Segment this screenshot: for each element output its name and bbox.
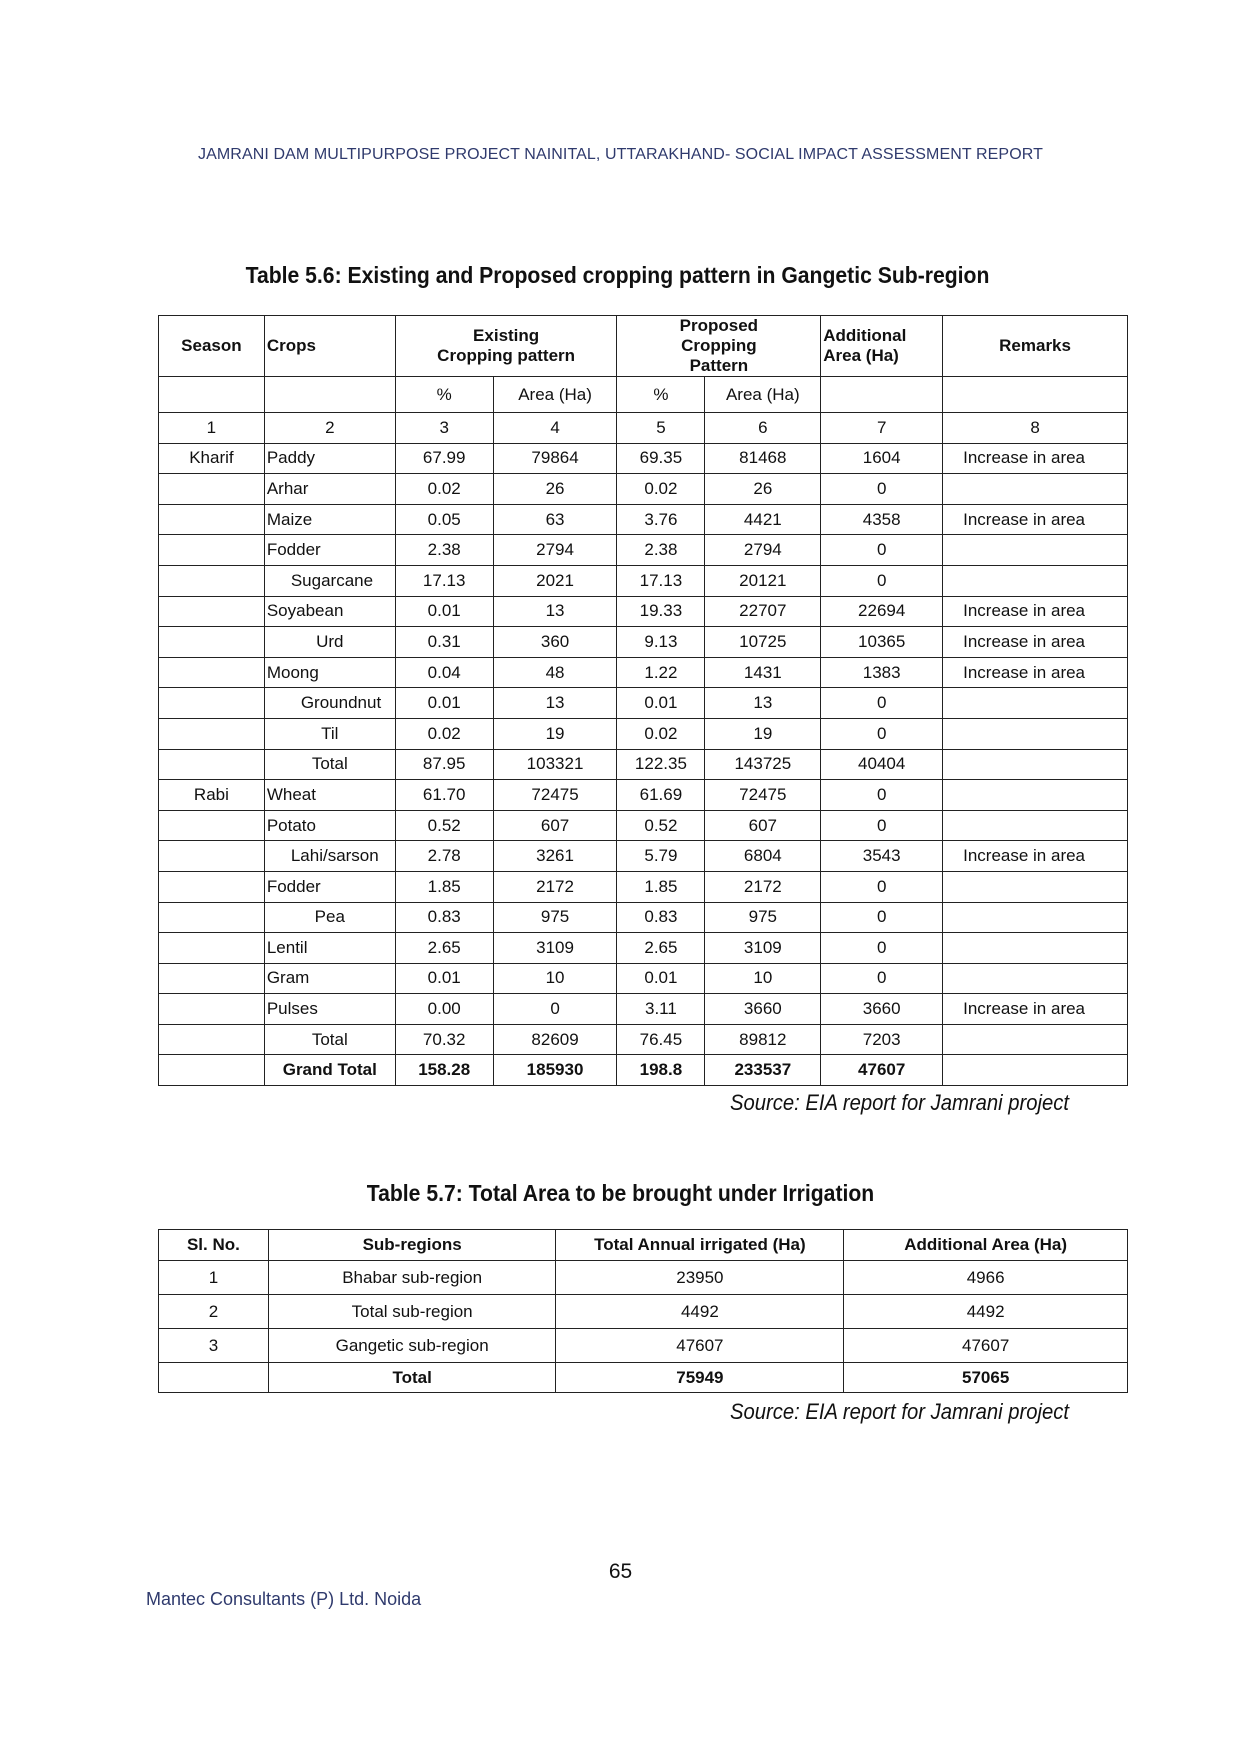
table-row: [159, 780, 1128, 811]
column-number: 4: [493, 413, 617, 444]
table2-header-cell: Total Annual irrigated (Ha): [556, 1230, 844, 1261]
column-number: 8: [943, 413, 1128, 444]
value-cell-e-area: 607: [493, 810, 617, 841]
value-cell-add: 0: [821, 963, 943, 994]
crop-cell: Grand Total: [264, 1055, 395, 1086]
value-cell-p-pct: 0.01: [617, 963, 705, 994]
value-cell-e-pct: 1.85: [395, 871, 493, 902]
empty-cell: [821, 377, 943, 413]
season-cell: [159, 749, 265, 780]
table-row: [159, 871, 1128, 902]
season-cell: [159, 596, 265, 627]
table-row: [159, 749, 1128, 780]
table2-cell: 4492: [556, 1295, 844, 1329]
value-cell-p-area: 233537: [705, 1055, 821, 1086]
value-cell-add: 0: [821, 902, 943, 933]
value-cell-add: 3543: [821, 841, 943, 872]
value-cell-add: 10365: [821, 627, 943, 658]
value-cell-e-pct: 61.70: [395, 780, 493, 811]
value-cell-e-area: 3109: [493, 933, 617, 964]
value-cell-p-pct: 2.65: [617, 933, 705, 964]
value-cell-p-pct: 69.35: [617, 443, 705, 474]
value-cell-e-area: 10: [493, 963, 617, 994]
column-number: 3: [395, 413, 493, 444]
value-cell-p-area: 975: [705, 902, 821, 933]
table2-caption: Table 5.7: Total Area to be brought under Irrigation: [366, 1180, 875, 1206]
table-row: [159, 810, 1128, 841]
crop-cell: Fodder: [264, 871, 395, 902]
value-cell-add: 1604: [821, 443, 943, 474]
value-cell-e-pct: 0.83: [395, 902, 493, 933]
value-cell-e-area: 13: [493, 688, 617, 719]
table2-total-cell: Total: [268, 1363, 556, 1393]
table2-cell: 1: [159, 1261, 269, 1295]
value-cell-e-pct: 87.95: [395, 749, 493, 780]
value-cell-e-area: 975: [493, 902, 617, 933]
table2-cell: 47607: [556, 1329, 844, 1363]
crop-cell: Pea: [264, 902, 395, 933]
value-cell-add: 0: [821, 933, 943, 964]
header-season: Season: [159, 316, 265, 377]
value-cell-p-area: 22707: [705, 596, 821, 627]
table-row: [159, 994, 1128, 1025]
value-cell-e-area: 72475: [493, 780, 617, 811]
season-cell: [159, 1024, 265, 1055]
table2-total-cell: 75949: [556, 1363, 844, 1393]
table-row: [159, 504, 1128, 535]
table-row: [159, 1055, 1128, 1086]
value-cell-add: 22694: [821, 596, 943, 627]
crop-cell: Til: [264, 718, 395, 749]
crop-cell: Urd: [264, 627, 395, 658]
value-cell-add: 47607: [821, 1055, 943, 1086]
crop-cell: Moong: [264, 657, 395, 688]
table-row: [159, 1295, 1128, 1329]
value-cell-e-area: 13: [493, 596, 617, 627]
table2-cell: 4966: [844, 1261, 1128, 1295]
table2-total-cell: 57065: [844, 1363, 1128, 1393]
season-cell: [159, 963, 265, 994]
crop-cell: Arhar: [264, 474, 395, 505]
empty-cell: [943, 377, 1128, 413]
irrigation-area-table: [158, 1229, 1128, 1393]
value-cell-p-pct: 198.8: [617, 1055, 705, 1086]
value-cell-e-pct: 0.01: [395, 963, 493, 994]
value-cell-p-area: 13: [705, 688, 821, 719]
table-row: [159, 443, 1128, 474]
column-number: 2: [264, 413, 395, 444]
season-cell: Rabi: [159, 780, 265, 811]
remarks-cell: [943, 718, 1128, 749]
table2-cell: 23950: [556, 1261, 844, 1295]
value-cell-p-area: 1431: [705, 657, 821, 688]
report-header: JAMRANI DAM MULTIPURPOSE PROJECT NAINITAL, UTTARAKHAND- SOCIAL IMPACT ASSESSMENT REPORT: [198, 146, 1043, 163]
crop-cell: Soyabean: [264, 596, 395, 627]
value-cell-p-pct: 5.79: [617, 841, 705, 872]
value-cell-p-area: 2172: [705, 871, 821, 902]
table-row: [159, 1024, 1128, 1055]
value-cell-p-pct: 19.33: [617, 596, 705, 627]
season-cell: [159, 871, 265, 902]
value-cell-p-pct: 9.13: [617, 627, 705, 658]
table-row: [159, 627, 1128, 658]
remarks-cell: [943, 1055, 1128, 1086]
table2-cell: 2: [159, 1295, 269, 1329]
value-cell-p-area: 143725: [705, 749, 821, 780]
remarks-cell: Increase in area: [943, 657, 1128, 688]
value-cell-e-pct: 67.99: [395, 443, 493, 474]
value-cell-e-area: 26: [493, 474, 617, 505]
crop-cell: Maize: [264, 504, 395, 535]
value-cell-e-area: 360: [493, 627, 617, 658]
season-cell: [159, 627, 265, 658]
value-cell-p-pct: 122.35: [617, 749, 705, 780]
remarks-cell: [943, 933, 1128, 964]
value-cell-p-pct: 0.02: [617, 718, 705, 749]
remarks-cell: Increase in area: [943, 596, 1128, 627]
value-cell-add: 3660: [821, 994, 943, 1025]
remarks-cell: Increase in area: [943, 994, 1128, 1025]
value-cell-p-area: 10: [705, 963, 821, 994]
remarks-cell: Increase in area: [943, 504, 1128, 535]
value-cell-add: 0: [821, 780, 943, 811]
remarks-cell: [943, 780, 1128, 811]
value-cell-p-pct: 3.11: [617, 994, 705, 1025]
value-cell-p-area: 81468: [705, 443, 821, 474]
value-cell-p-area: 607: [705, 810, 821, 841]
value-cell-p-area: 2794: [705, 535, 821, 566]
column-number: 5: [617, 413, 705, 444]
table-row: [159, 963, 1128, 994]
crop-cell: Total: [264, 749, 395, 780]
table-row: [159, 1261, 1128, 1295]
value-cell-add: 0: [821, 565, 943, 596]
subheader-existing-pct: %: [395, 377, 493, 413]
value-cell-add: 40404: [821, 749, 943, 780]
value-cell-add: 0: [821, 810, 943, 841]
page-number: 65: [608, 1560, 633, 1583]
value-cell-e-area: 19: [493, 718, 617, 749]
value-cell-e-pct: 0.01: [395, 688, 493, 719]
remarks-cell: Increase in area: [943, 627, 1128, 658]
value-cell-e-pct: 0.04: [395, 657, 493, 688]
value-cell-p-pct: 0.01: [617, 688, 705, 719]
value-cell-add: 0: [821, 474, 943, 505]
header-existing: Existing Cropping pattern: [395, 316, 617, 377]
table2-source: Source: EIA report for Jamrani project: [730, 1399, 1069, 1424]
crop-cell: Lahi/sarson: [264, 841, 395, 872]
value-cell-p-pct: 0.52: [617, 810, 705, 841]
table1-subheader-row: [159, 377, 1128, 413]
header-crops: Crops: [264, 316, 395, 377]
crop-cell: Total: [264, 1024, 395, 1055]
remarks-cell: Increase in area: [943, 841, 1128, 872]
column-number: 7: [821, 413, 943, 444]
value-cell-e-pct: 70.32: [395, 1024, 493, 1055]
table-row: [159, 718, 1128, 749]
value-cell-e-area: 63: [493, 504, 617, 535]
remarks-cell: [943, 565, 1128, 596]
value-cell-e-pct: 0.52: [395, 810, 493, 841]
crop-cell: Fodder: [264, 535, 395, 566]
season-cell: [159, 535, 265, 566]
season-cell: Kharif: [159, 443, 265, 474]
remarks-cell: [943, 749, 1128, 780]
remarks-cell: [943, 902, 1128, 933]
value-cell-add: 4358: [821, 504, 943, 535]
season-cell: [159, 933, 265, 964]
value-cell-e-pct: 17.13: [395, 565, 493, 596]
crop-cell: Potato: [264, 810, 395, 841]
value-cell-p-pct: 2.38: [617, 535, 705, 566]
table-row: [159, 565, 1128, 596]
value-cell-add: 0: [821, 718, 943, 749]
season-cell: [159, 688, 265, 719]
table2-total-cell: [159, 1363, 269, 1393]
column-number: 1: [159, 413, 265, 444]
value-cell-e-pct: 0.00: [395, 994, 493, 1025]
value-cell-p-area: 6804: [705, 841, 821, 872]
empty-cell: [159, 377, 265, 413]
value-cell-e-area: 3261: [493, 841, 617, 872]
value-cell-e-area: 48: [493, 657, 617, 688]
value-cell-e-area: 79864: [493, 443, 617, 474]
season-cell: [159, 718, 265, 749]
value-cell-add: 0: [821, 535, 943, 566]
value-cell-p-area: 72475: [705, 780, 821, 811]
value-cell-e-area: 2021: [493, 565, 617, 596]
value-cell-e-area: 103321: [493, 749, 617, 780]
crop-cell: Gram: [264, 963, 395, 994]
value-cell-p-area: 10725: [705, 627, 821, 658]
table-row: [159, 688, 1128, 719]
value-cell-e-pct: 2.38: [395, 535, 493, 566]
value-cell-add: 0: [821, 688, 943, 719]
table2-cell: 3: [159, 1329, 269, 1363]
value-cell-e-pct: 2.65: [395, 933, 493, 964]
table-row: [159, 1329, 1128, 1363]
subheader-proposed-pct: %: [617, 377, 705, 413]
value-cell-p-area: 3660: [705, 994, 821, 1025]
value-cell-e-area: 82609: [493, 1024, 617, 1055]
remarks-cell: Increase in area: [943, 443, 1128, 474]
remarks-cell: [943, 474, 1128, 505]
table-row: [159, 841, 1128, 872]
season-cell: [159, 902, 265, 933]
value-cell-p-pct: 61.69: [617, 780, 705, 811]
footer-company: Mantec Consultants (P) Ltd. Noida: [146, 1589, 422, 1609]
table1-caption: Table 5.6: Existing and Proposed cropping pattern in Gangetic Sub-region: [245, 262, 990, 288]
table2-header-row: [159, 1230, 1128, 1261]
value-cell-p-pct: 76.45: [617, 1024, 705, 1055]
table1-header-row: [159, 316, 1128, 377]
value-cell-p-area: 3109: [705, 933, 821, 964]
value-cell-p-pct: 1.22: [617, 657, 705, 688]
table2-cell: 4492: [844, 1295, 1128, 1329]
value-cell-e-pct: 2.78: [395, 841, 493, 872]
value-cell-e-pct: 0.01: [395, 596, 493, 627]
table2-header-cell: Sl. No.: [159, 1230, 269, 1261]
value-cell-e-area: 2172: [493, 871, 617, 902]
value-cell-p-area: 4421: [705, 504, 821, 535]
header-proposed: Proposed Cropping Pattern: [617, 316, 821, 377]
table2-cell: Gangetic sub-region: [268, 1329, 556, 1363]
table-row: [159, 902, 1128, 933]
value-cell-add: 7203: [821, 1024, 943, 1055]
remarks-cell: [943, 1024, 1128, 1055]
table2-cell: Bhabar sub-region: [268, 1261, 556, 1295]
table-row: [159, 596, 1128, 627]
value-cell-e-pct: 0.31: [395, 627, 493, 658]
table2-total-row: [159, 1363, 1128, 1393]
value-cell-add: 1383: [821, 657, 943, 688]
table2-cell: 47607: [844, 1329, 1128, 1363]
remarks-cell: [943, 963, 1128, 994]
table-row: [159, 535, 1128, 566]
crop-cell: Paddy: [264, 443, 395, 474]
crop-cell: Wheat: [264, 780, 395, 811]
season-cell: [159, 504, 265, 535]
value-cell-p-pct: 0.83: [617, 902, 705, 933]
table-row: [159, 474, 1128, 505]
header-remarks: Remarks: [943, 316, 1128, 377]
value-cell-p-area: 19: [705, 718, 821, 749]
value-cell-e-pct: 158.28: [395, 1055, 493, 1086]
season-cell: [159, 657, 265, 688]
season-cell: [159, 841, 265, 872]
value-cell-p-pct: 17.13: [617, 565, 705, 596]
season-cell: [159, 810, 265, 841]
value-cell-p-area: 26: [705, 474, 821, 505]
table1-source: Source: EIA report for Jamrani project: [730, 1090, 1069, 1115]
remarks-cell: [943, 535, 1128, 566]
value-cell-p-pct: 3.76: [617, 504, 705, 535]
value-cell-e-area: 0: [493, 994, 617, 1025]
value-cell-e-pct: 0.02: [395, 474, 493, 505]
value-cell-e-area: 2794: [493, 535, 617, 566]
table2-header-cell: Sub-regions: [268, 1230, 556, 1261]
cropping-pattern-table: [158, 315, 1128, 1086]
empty-cell: [264, 377, 395, 413]
crop-cell: Pulses: [264, 994, 395, 1025]
crop-cell: Sugarcane: [264, 565, 395, 596]
value-cell-add: 0: [821, 871, 943, 902]
crop-cell: Lentil: [264, 933, 395, 964]
table2-header-cell: Additional Area (Ha): [844, 1230, 1128, 1261]
table2-cell: Total sub-region: [268, 1295, 556, 1329]
header-additional: Additional Area (Ha): [821, 316, 943, 377]
value-cell-p-area: 89812: [705, 1024, 821, 1055]
value-cell-e-pct: 0.05: [395, 504, 493, 535]
table-row: [159, 933, 1128, 964]
season-cell: [159, 474, 265, 505]
crop-cell: Groundnut: [264, 688, 395, 719]
value-cell-p-area: 20121: [705, 565, 821, 596]
value-cell-e-area: 185930: [493, 1055, 617, 1086]
value-cell-p-pct: 1.85: [617, 871, 705, 902]
value-cell-e-pct: 0.02: [395, 718, 493, 749]
season-cell: [159, 994, 265, 1025]
remarks-cell: [943, 688, 1128, 719]
table-row: [159, 657, 1128, 688]
remarks-cell: [943, 810, 1128, 841]
season-cell: [159, 565, 265, 596]
subheader-proposed-area: Area (Ha): [705, 377, 821, 413]
value-cell-p-pct: 0.02: [617, 474, 705, 505]
remarks-cell: [943, 871, 1128, 902]
table1-column-number-row: [159, 413, 1128, 444]
subheader-existing-area: Area (Ha): [493, 377, 617, 413]
season-cell: [159, 1055, 265, 1086]
column-number: 6: [705, 413, 821, 444]
